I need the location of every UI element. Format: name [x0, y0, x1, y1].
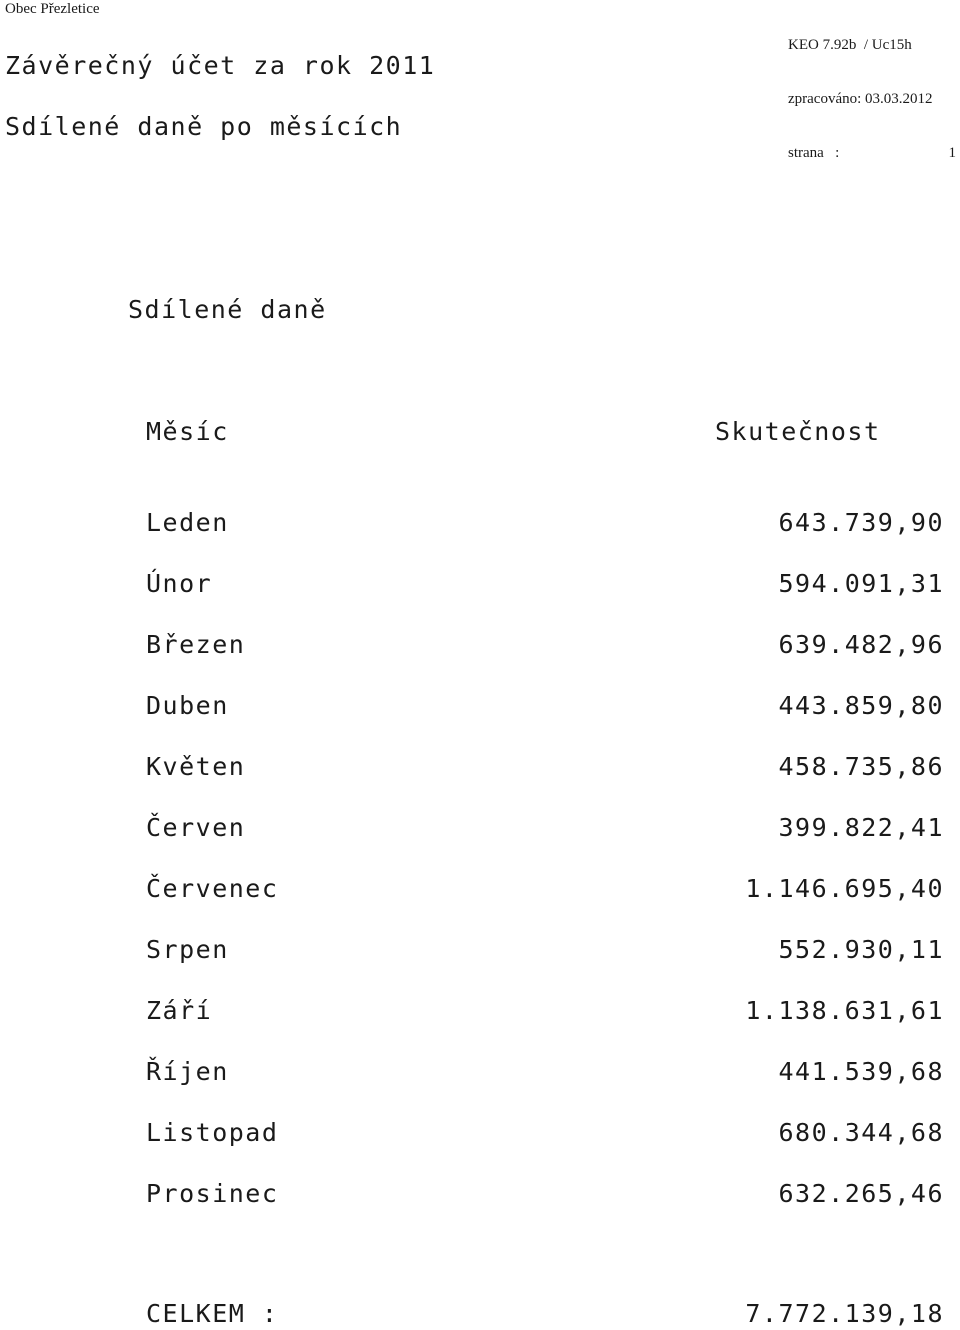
table-row: [0, 507, 960, 568]
report-subtitle: Sdílené daně po měsících: [5, 112, 403, 141]
row-month: Listopad: [146, 1118, 279, 1147]
row-amount: 1.146.695,40: [745, 874, 944, 903]
table-row: [0, 1056, 960, 1117]
page-number: 1: [948, 145, 956, 161]
row-month: Srpen: [146, 935, 229, 964]
row-month: Září: [146, 996, 213, 1025]
table-row: [0, 629, 960, 690]
total-value: 7.772.139,18: [745, 1299, 944, 1328]
row-month: Únor: [146, 569, 213, 598]
table-row: [0, 690, 960, 751]
table-row: [0, 1117, 960, 1178]
row-month: Březen: [146, 630, 246, 659]
row-amount: 632.265,46: [778, 1179, 944, 1208]
row-amount: 399.822,41: [778, 813, 944, 842]
report-meta: [788, 0, 958, 180]
section-title: Sdílené daně: [128, 295, 327, 324]
row-amount: 552.930,11: [778, 935, 944, 964]
row-month: Květen: [146, 752, 246, 781]
processed-date: 03.03.2012: [865, 91, 933, 107]
program-version: KEO 7.92b / Uc15h: [788, 37, 912, 53]
table-row: [0, 812, 960, 873]
total-label: CELKEM :: [146, 1299, 279, 1328]
table-row: [0, 568, 960, 629]
row-month: Duben: [146, 691, 229, 720]
row-amount: 639.482,96: [778, 630, 944, 659]
column-header-actual: Skutečnost: [715, 417, 881, 446]
processed-label: zpracováno:: [788, 91, 862, 107]
row-amount: 594.091,31: [778, 569, 944, 598]
table-row: [0, 934, 960, 995]
row-month: Leden: [146, 508, 229, 537]
row-month: Červenec: [146, 874, 279, 903]
organization-name: Obec Přezletice: [5, 1, 100, 17]
table-row: [0, 873, 960, 934]
table-row: [0, 751, 960, 812]
row-month: Červen: [146, 813, 246, 842]
table-row: [0, 1178, 960, 1239]
row-month: Prosinec: [146, 1179, 279, 1208]
row-amount: 458.735,86: [778, 752, 944, 781]
total-row: [0, 1298, 960, 1330]
page-label: strana :: [788, 145, 840, 161]
processed-line: [788, 90, 958, 108]
column-header-month: Měsíc: [146, 417, 229, 446]
row-amount: 680.344,68: [778, 1118, 944, 1147]
row-month: Říjen: [146, 1057, 229, 1086]
report-title: Závěrečný účet za rok 2011: [5, 51, 436, 80]
row-amount: 643.739,90: [778, 508, 944, 537]
row-amount: 443.859,80: [778, 691, 944, 720]
table-row: [0, 995, 960, 1056]
row-amount: 441.539,68: [778, 1057, 944, 1086]
monthly-table: [0, 507, 960, 1239]
row-amount: 1.138.631,61: [745, 996, 944, 1025]
page-line: [788, 144, 958, 162]
